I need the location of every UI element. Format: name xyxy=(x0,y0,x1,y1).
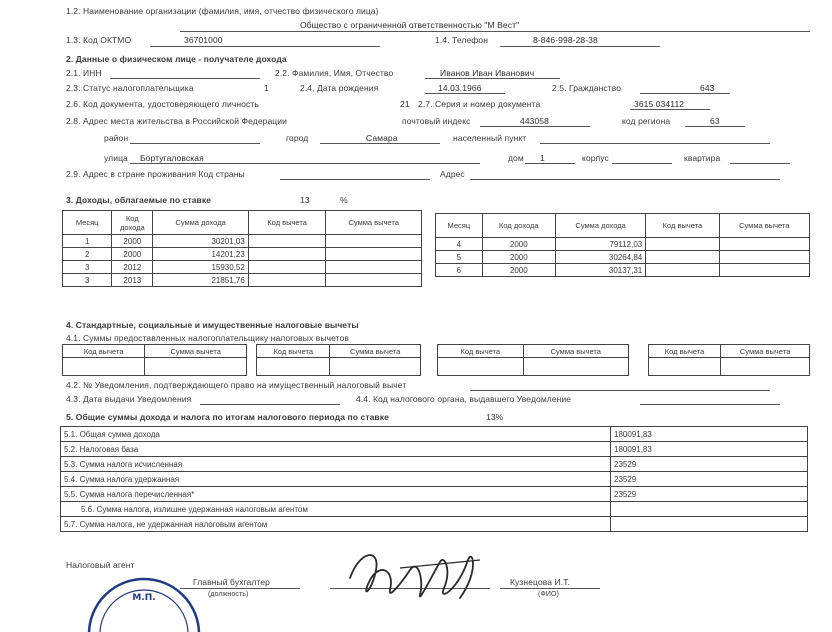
col-income-amount: Сумма дохода xyxy=(153,211,249,235)
deductions-table-4 xyxy=(648,344,810,376)
deductions-table-3 xyxy=(437,344,629,376)
table-row xyxy=(63,261,422,274)
table-row xyxy=(61,427,808,442)
doc-code-value: 21 xyxy=(400,99,410,109)
col-income-code: Код дохода xyxy=(482,214,555,238)
tax-calculated-label: 5.3. Сумма налога исчисленная xyxy=(61,457,611,472)
col-income-code: Код дохода xyxy=(112,211,153,235)
cell-empty xyxy=(145,358,247,376)
tax-withheld-value: 23529 xyxy=(611,472,808,487)
birth-value: 14.03.1966 xyxy=(438,83,482,93)
district-underline xyxy=(130,143,260,144)
city-underline xyxy=(320,143,440,144)
tax-overwithheld-value xyxy=(611,502,808,517)
totals-rate: 13% xyxy=(486,412,504,422)
cell-month: 3 xyxy=(63,261,112,274)
income-table-left xyxy=(62,210,422,287)
street-underline xyxy=(130,163,480,164)
table-row xyxy=(61,502,808,517)
house-value: 1 xyxy=(540,153,545,163)
section2-title: 2. Данные о физическом лице - получателе дохода xyxy=(66,54,287,64)
foreign-addr-label: Адрес xyxy=(440,169,465,179)
notice-authority-underline xyxy=(640,404,780,405)
street-value: Бортугаловская xyxy=(140,153,204,163)
postal-underline xyxy=(480,126,590,127)
cell-amount: 14201,23 xyxy=(153,248,249,261)
cell-empty xyxy=(326,248,422,261)
cell-amount: 15930,52 xyxy=(153,261,249,274)
notice-number-label: 4.2. № Уведомления, подтверждающего право на имущественный налоговый вычет xyxy=(66,380,407,390)
cell-empty xyxy=(326,274,422,287)
notice-authority-label: 4.4. Код налогового органа, выдавшего Уведомление xyxy=(356,394,572,404)
cell-empty xyxy=(646,238,719,251)
tax-withheld-label: 5.4. Сумма налога удержанная xyxy=(61,472,611,487)
cell-empty xyxy=(646,264,719,277)
doc-num-label: 2.7. Серия и номер документа xyxy=(418,99,541,109)
section4-title: 4. Стандартные, социальные и имущественные налоговые вычеты xyxy=(66,320,359,330)
cell-amount: 30137,31 xyxy=(555,264,645,277)
district-label: район xyxy=(104,133,129,143)
status-label: 2.3. Статус налогоплательщика xyxy=(66,83,194,93)
table-row xyxy=(436,238,810,251)
cell-empty xyxy=(719,238,809,251)
tax-agent-label: Налоговый агент xyxy=(66,560,135,570)
cell-code: 2000 xyxy=(112,248,153,261)
oktmo-value: 36701000 xyxy=(184,35,223,45)
cell-amount: 30201,03 xyxy=(153,235,249,248)
cell-empty xyxy=(719,251,809,264)
phone-underline xyxy=(500,46,660,47)
postal-value: 443058 xyxy=(520,116,549,126)
income-rate-pct: % xyxy=(340,195,348,205)
col-deduction-code: Код вычета xyxy=(649,345,721,358)
tax-transferred-value: 23529 xyxy=(611,487,808,502)
notice-date-label: 4.3. Дата выдачи Уведомления xyxy=(66,394,192,404)
org-name-label: 1.2. Наименование организации (фамилия, имя, отчество физического лица) xyxy=(66,6,379,16)
name-underline xyxy=(500,588,600,589)
address-label: 2.8. Адрес места жительства в Российской Федерации xyxy=(66,116,287,126)
oktmo-label: 1.3. Код ОКТМО xyxy=(66,35,132,45)
table-row xyxy=(61,517,808,532)
col-month: Месяц xyxy=(63,211,112,235)
col-deduction-amount: Сумма вычета xyxy=(145,345,247,358)
citizenship-label: 2.5. Гражданство xyxy=(552,83,622,93)
cell-code: 2000 xyxy=(112,235,153,248)
name-caption: (ФИО) xyxy=(538,591,559,598)
cell-empty xyxy=(438,358,524,376)
city-value: Самара xyxy=(366,133,398,143)
cell-code: 2000 xyxy=(482,251,555,264)
col-income-amount: Сумма дохода xyxy=(555,214,645,238)
cell-empty xyxy=(326,261,422,274)
birth-label: 2.4. Дата рождения xyxy=(300,83,379,93)
tax-overwithheld-label: 5.6. Сумма налога, излишне удержанная налоговым агентом xyxy=(61,502,611,517)
cell-empty xyxy=(649,358,721,376)
cell-month: 5 xyxy=(436,251,483,264)
cell-month: 2 xyxy=(63,248,112,261)
inn-underline xyxy=(110,78,260,79)
inn-label: 2.1. ИНН xyxy=(66,68,102,78)
tax-base-label: 5.2. Налоговая база xyxy=(61,442,611,457)
cell-empty xyxy=(257,358,330,376)
doc-num-value: 3615 034112 xyxy=(634,99,685,109)
cell-amount: 30264,84 xyxy=(555,251,645,264)
tax-calculated-value: 23529 xyxy=(611,457,808,472)
col-deduction-amount: Сумма вычета xyxy=(330,345,421,358)
country-underline xyxy=(280,179,430,180)
doc-code-label: 2.6. Код документа, удостоверяющего личность xyxy=(66,99,259,109)
signatory-name: Кузнецова И.Т. xyxy=(510,577,571,587)
city-label: город xyxy=(286,133,309,143)
cell-month: 1 xyxy=(63,235,112,248)
total-income-label: 5.1. Общая сумма дохода xyxy=(61,427,611,442)
table-row xyxy=(61,487,808,502)
stamp-icon xyxy=(64,572,224,632)
phone-label: 1.4. Телефон xyxy=(435,35,489,45)
cell-empty xyxy=(248,235,326,248)
tax-not-withheld-value xyxy=(611,517,808,532)
region-underline xyxy=(685,126,745,127)
position-value: Главный бухгалтер xyxy=(193,577,270,587)
region-value: 63 xyxy=(710,116,720,126)
total-income-value: 180091,83 xyxy=(611,427,808,442)
col-deduction-amount: Сумма вычета xyxy=(523,345,628,358)
foreign-addr-underline xyxy=(470,179,780,180)
notice-number-underline xyxy=(470,390,770,391)
income-table-right xyxy=(435,213,810,277)
tax-not-withheld-label: 5.7. Сумма налога, не удержанная налоговым агентом xyxy=(61,517,611,532)
cell-code: 2000 xyxy=(482,264,555,277)
cell-month: 6 xyxy=(436,264,483,277)
birth-underline xyxy=(425,93,505,94)
doc-num-underline xyxy=(630,109,710,110)
postal-label: почтовый индекс xyxy=(402,116,471,126)
cell-empty xyxy=(330,358,421,376)
cell-code: 2012 xyxy=(112,261,153,274)
fio-underline xyxy=(425,78,560,79)
cell-empty xyxy=(248,274,326,287)
col-deduction-amount: Сумма вычета xyxy=(326,211,422,235)
cell-empty xyxy=(326,235,422,248)
cell-month: 3 xyxy=(63,274,112,287)
col-deduction-code: Код вычета xyxy=(257,345,330,358)
col-month: Месяц xyxy=(436,214,483,238)
col-deduction-code: Код вычета xyxy=(438,345,524,358)
col-deduction-code: Код вычета xyxy=(248,211,326,235)
notice-date-underline xyxy=(200,404,340,405)
cell-empty xyxy=(719,264,809,277)
deductions-table-1 xyxy=(62,344,247,376)
table-row xyxy=(61,472,808,487)
house-underline xyxy=(525,163,575,164)
cell-empty xyxy=(721,358,810,376)
table-row xyxy=(61,442,808,457)
table-row xyxy=(61,457,808,472)
col-deduction-code: Код вычета xyxy=(63,345,145,358)
block-underline xyxy=(612,163,672,164)
cell-code: 2013 xyxy=(112,274,153,287)
section3-title: 3. Доходы, облагаемые по ставке xyxy=(66,195,212,205)
street-label: улица xyxy=(104,153,128,163)
citizenship-underline xyxy=(640,93,730,94)
house-label: дом xyxy=(508,153,524,163)
table-row xyxy=(63,235,422,248)
cell-amount: 21851,76 xyxy=(153,274,249,287)
cell-empty xyxy=(63,358,145,376)
signature-icon xyxy=(340,540,490,610)
fio-value: Иванов Иван Иванович xyxy=(440,68,535,78)
table-row xyxy=(436,264,810,277)
section5-title: 5. Общие суммы дохода и налога по итогам налогового периода по ставке xyxy=(66,412,389,422)
block-label: корпус xyxy=(582,153,609,163)
cell-amount: 79112,03 xyxy=(555,238,645,251)
flat-underline xyxy=(730,163,790,164)
cell-month: 4 xyxy=(436,238,483,251)
cell-empty xyxy=(646,251,719,264)
table-row xyxy=(63,248,422,261)
cell-empty xyxy=(523,358,628,376)
income-rate: 13 xyxy=(300,195,310,205)
deductions-label: 4.1. Суммы предоставленных налогоплательщику налоговых вычетов xyxy=(66,333,350,343)
locality-underline xyxy=(540,143,770,144)
citizenship-value: 643 xyxy=(700,83,715,93)
totals-table xyxy=(60,426,808,532)
fio-label: 2.2. Фамилия, Имя, Отчество xyxy=(275,68,394,78)
table-row xyxy=(63,274,422,287)
phone-value: 8-846-998-28-38 xyxy=(533,35,598,45)
deductions-table-2 xyxy=(256,344,421,376)
cell-empty xyxy=(248,261,326,274)
org-name: Общество с ограниченной ответственностью "М Вест" xyxy=(300,20,520,30)
col-deduction-amount: Сумма вычета xyxy=(721,345,810,358)
org-name-underline xyxy=(180,31,810,32)
cell-empty xyxy=(248,248,326,261)
cell-code: 2000 xyxy=(482,238,555,251)
region-label: код региона xyxy=(622,116,671,126)
table-row xyxy=(436,251,810,264)
position-caption: (должность) xyxy=(208,591,249,598)
stamp-text: М.П. xyxy=(132,593,156,603)
oktmo-underline xyxy=(150,46,380,47)
foreign-address-label: 2.9. Адрес в стране проживания Код страны xyxy=(66,169,245,179)
col-deduction-amount: Сумма вычета xyxy=(719,214,809,238)
tax-transferred-label: 5.5. Сумма налога перечисленная* xyxy=(61,487,611,502)
locality-label: населенный пункт xyxy=(453,133,527,143)
tax-base-value: 180091,83 xyxy=(611,442,808,457)
flat-label: квартира xyxy=(684,153,721,163)
col-deduction-code: Код вычета xyxy=(646,214,719,238)
status-value: 1 xyxy=(264,83,269,93)
